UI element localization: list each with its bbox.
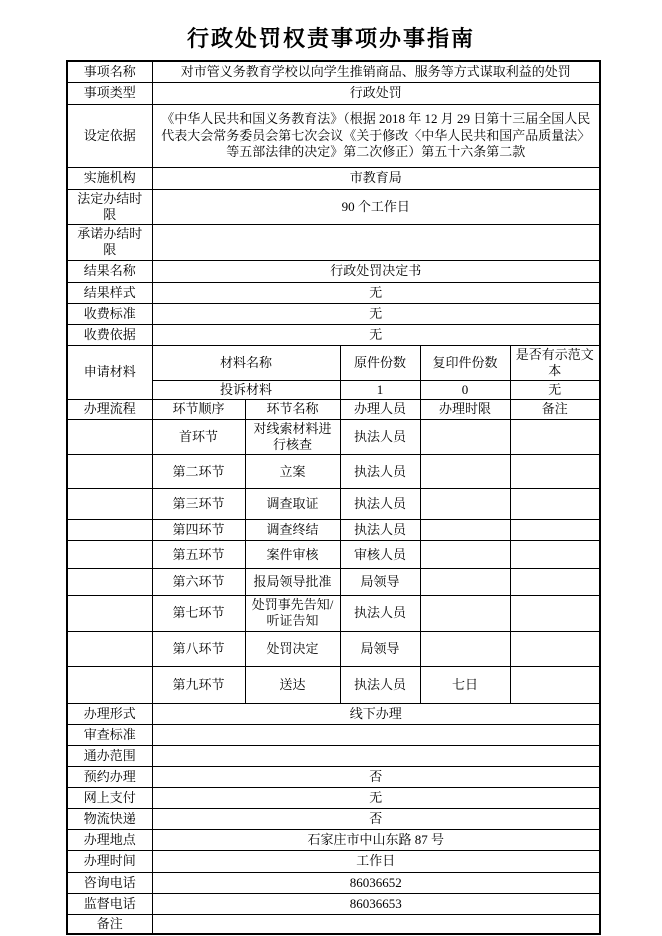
field-value-logistics: 否: [152, 808, 600, 829]
process-step-staff: 执法人员: [340, 489, 420, 520]
field-value-appointment: 否: [152, 766, 600, 787]
field-value-review-standard: [152, 724, 600, 745]
table-row: [67, 82, 600, 104]
field-value-fee-basis: 无: [152, 324, 600, 345]
field-label-implementing-agency: 实施机构: [67, 167, 152, 189]
field-label-item-type: 事项类型: [67, 82, 152, 104]
materials-col-header-has-template: 是否有示范文本: [510, 345, 600, 381]
process-step-staff: 执法人员: [340, 455, 420, 489]
table-row: [67, 766, 600, 787]
material-original-count: 1: [340, 381, 420, 400]
process-label-spacer: [67, 455, 152, 489]
material-name: 投诉材料: [152, 381, 340, 400]
process-step-row: [67, 520, 600, 541]
process-step-staff: 审核人员: [340, 541, 420, 569]
field-value-consult-phone: 86036652: [152, 872, 600, 893]
process-label-spacer: [67, 596, 152, 632]
process-step-time: 七日: [420, 666, 510, 703]
process-step-name: 立案: [245, 455, 340, 489]
field-label-supervise-phone: 监督电话: [67, 893, 152, 914]
field-label-statutory-time-limit: 法定办结时限: [67, 189, 152, 225]
field-value-service-scope: [152, 745, 600, 766]
process-step-time: [420, 419, 510, 455]
process-step-row: [67, 541, 600, 569]
process-step-row: [67, 419, 600, 455]
process-step-name: 报局领导批准: [245, 569, 340, 596]
material-has-template: 无: [510, 381, 600, 400]
process-step-row: [67, 666, 600, 703]
process-step-note: [510, 596, 600, 632]
process-col-header-order: 环节顺序: [152, 400, 245, 419]
field-value-result-sample: 无: [152, 282, 600, 303]
table-row: [67, 893, 600, 914]
table-row: [67, 808, 600, 829]
materials-col-header-original-count: 原件份数: [340, 345, 420, 381]
process-label-spacer: [67, 541, 152, 569]
field-label-review-standard: 审查标准: [67, 724, 152, 745]
field-label-process-flow: 办理流程: [67, 400, 152, 419]
field-label-application-materials: 申请材料: [67, 345, 152, 400]
process-step-row: [67, 569, 600, 596]
process-step-name: 处罚决定: [245, 631, 340, 666]
process-step-order: 第五环节: [152, 541, 245, 569]
process-step-note: [510, 569, 600, 596]
table-row: [67, 829, 600, 850]
process-header-row: [67, 400, 600, 419]
process-step-row: [67, 631, 600, 666]
table-row: [67, 167, 600, 189]
process-label-spacer: [67, 489, 152, 520]
process-label-spacer: [67, 520, 152, 541]
field-label-handling-address: 办理地点: [67, 829, 152, 850]
process-step-time: [420, 631, 510, 666]
table-row: [67, 260, 600, 282]
process-col-header-time: 办理时限: [420, 400, 510, 419]
process-step-staff: 执法人员: [340, 596, 420, 632]
process-step-note: [510, 455, 600, 489]
process-step-name: 调查终结: [245, 520, 340, 541]
process-label-spacer: [67, 419, 152, 455]
table-row: [67, 303, 600, 324]
process-step-order: 第九环节: [152, 666, 245, 703]
field-label-result-sample: 结果样式: [67, 282, 152, 303]
field-value-implementing-agency: 市教育局: [152, 167, 600, 189]
process-step-name: 调查取证: [245, 489, 340, 520]
field-label-legal-basis: 设定依据: [67, 104, 152, 167]
materials-col-header-name: 材料名称: [152, 345, 340, 381]
process-step-row: [67, 489, 600, 520]
material-copy-count: 0: [420, 381, 510, 400]
field-label-appointment: 预约办理: [67, 766, 152, 787]
process-step-time: [420, 455, 510, 489]
process-step-time: [420, 596, 510, 632]
process-step-time: [420, 489, 510, 520]
process-step-time: [420, 541, 510, 569]
process-step-order: 第二环节: [152, 455, 245, 489]
materials-header-row: [67, 345, 600, 381]
field-label-handling-time: 办理时间: [67, 850, 152, 872]
process-step-order: 首环节: [152, 419, 245, 455]
process-step-staff: 执法人员: [340, 520, 420, 541]
table-row: [67, 61, 600, 82]
field-value-handling-address: 石家庄市中山东路 87 号: [152, 829, 600, 850]
process-step-order: 第八环节: [152, 631, 245, 666]
table-row: [67, 703, 600, 724]
table-row: [67, 745, 600, 766]
table-row: [67, 104, 600, 167]
process-step-order: 第七环节: [152, 596, 245, 632]
field-value-fee-standard: 无: [152, 303, 600, 324]
field-value-handling-time: 工作日: [152, 850, 600, 872]
table-row: [67, 724, 600, 745]
table-row: [67, 914, 600, 934]
field-label-remarks: 备注: [67, 914, 152, 934]
process-col-header-staff: 办理人员: [340, 400, 420, 419]
process-step-name: 案件审核: [245, 541, 340, 569]
process-step-staff: 局领导: [340, 631, 420, 666]
process-step-note: [510, 541, 600, 569]
process-step-name: 处罚事先告知/听证告知: [245, 596, 340, 632]
field-value-supervise-phone: 86036653: [152, 893, 600, 914]
field-label-consult-phone: 咨询电话: [67, 872, 152, 893]
process-col-header-name: 环节名称: [245, 400, 340, 419]
field-label-item-name: 事项名称: [67, 61, 152, 82]
field-label-fee-standard: 收费标准: [67, 303, 152, 324]
table-row: [67, 872, 600, 893]
process-step-name: 对线索材料进行核查: [245, 419, 340, 455]
field-label-online-payment: 网上支付: [67, 787, 152, 808]
field-value-promised-time-limit: [152, 225, 600, 261]
process-step-note: [510, 520, 600, 541]
process-step-row: [67, 455, 600, 489]
process-label-spacer: [67, 631, 152, 666]
process-step-time: [420, 520, 510, 541]
process-step-note: [510, 666, 600, 703]
process-step-staff: 局领导: [340, 569, 420, 596]
process-step-staff: 执法人员: [340, 419, 420, 455]
process-step-order: 第四环节: [152, 520, 245, 541]
field-value-online-payment: 无: [152, 787, 600, 808]
process-label-spacer: [67, 666, 152, 703]
guide-table: [66, 60, 601, 935]
table-row: [67, 850, 600, 872]
field-value-handling-form: 线下办理: [152, 703, 600, 724]
process-step-row: [67, 596, 600, 632]
field-value-remarks: [152, 914, 600, 934]
process-step-note: [510, 419, 600, 455]
process-step-order: 第六环节: [152, 569, 245, 596]
materials-col-header-copy-count: 复印件份数: [420, 345, 510, 381]
table-row: [67, 282, 600, 303]
field-label-handling-form: 办理形式: [67, 703, 152, 724]
field-value-item-name: 对市管义务教育学校以向学生推销商品、服务等方式谋取利益的处罚: [152, 61, 600, 82]
field-value-statutory-time-limit: 90 个工作日: [152, 189, 600, 225]
field-label-result-name: 结果名称: [67, 260, 152, 282]
document-title: 行政处罚权责事项办事指南: [186, 26, 475, 51]
table-row: [67, 189, 600, 225]
table-row: [67, 225, 600, 261]
field-label-fee-basis: 收费依据: [67, 324, 152, 345]
process-step-time: [420, 569, 510, 596]
table-row: [67, 324, 600, 345]
process-step-name: 送达: [245, 666, 340, 703]
field-label-promised-time-limit: 承诺办结时限: [67, 225, 152, 261]
field-label-logistics: 物流快递: [67, 808, 152, 829]
process-step-note: [510, 631, 600, 666]
field-value-result-name: 行政处罚决定书: [152, 260, 600, 282]
process-step-note: [510, 489, 600, 520]
table-row: [67, 787, 600, 808]
process-step-staff: 执法人员: [340, 666, 420, 703]
field-label-service-scope: 通办范围: [67, 745, 152, 766]
process-col-header-note: 备注: [510, 400, 600, 419]
field-value-legal-basis: 《中华人民共和国义务教育法》（根据 2018 年 12 月 29 日第十三届全国人民代表大会常务委员会第七次会议《关于修改〈中华人民共和国产品质量法〉等五部法律的决定》第二次修正）第五十六条第二款: [152, 104, 600, 167]
process-step-order: 第三环节: [152, 489, 245, 520]
process-label-spacer: [67, 569, 152, 596]
field-value-item-type: 行政处罚: [152, 82, 600, 104]
